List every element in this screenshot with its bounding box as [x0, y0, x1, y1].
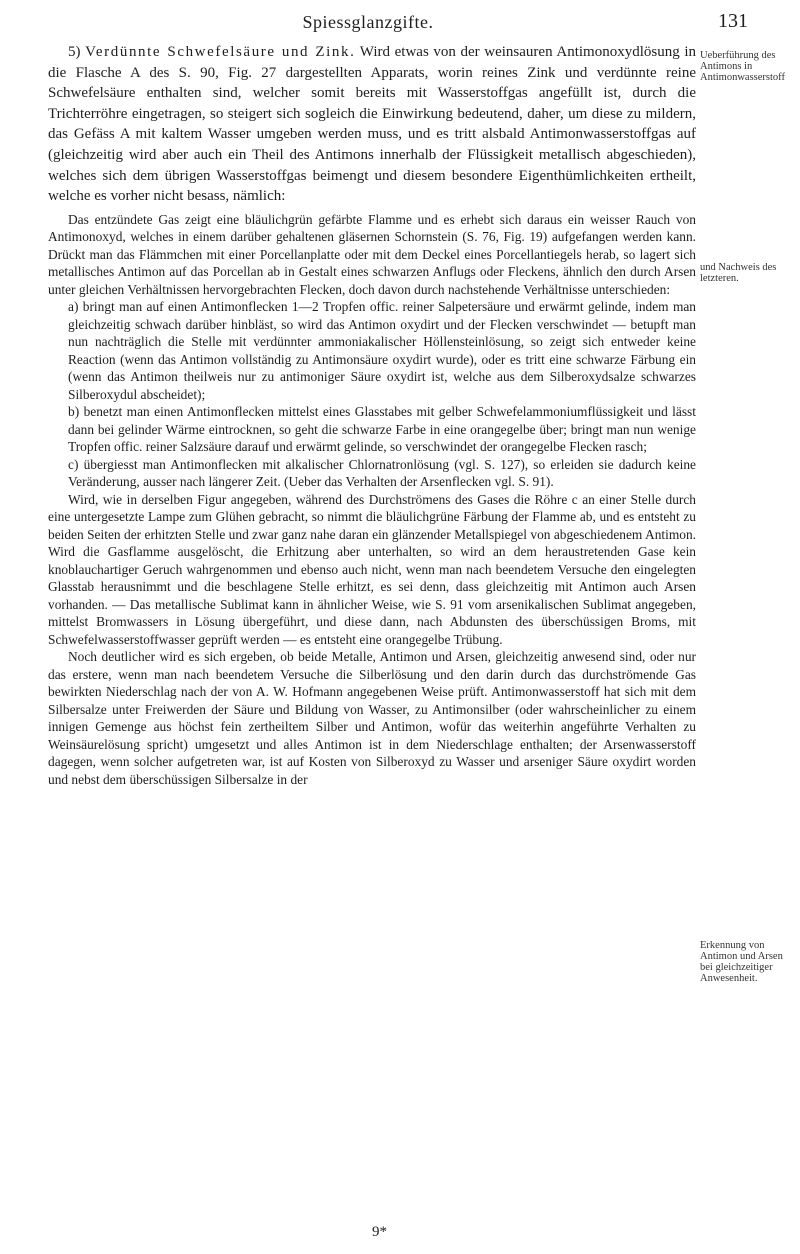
small-paragraph-silver: Noch deutlicher wird es sich ergeben, ob beide Metalle, Antimon und Arsen, gleichzeitig anwesend sind, oder nur das erstere, wenn man nach beendetem Versuche die Silberlösung und den darin durch das durchströmende Gas bewirkten Niederschlag nach der von A. W. Hofmann angegebenen Weise prüft. Antimonwasserstoff hat sich mit dem Silbersalze unter Freiwerden der Säure und Bildung von Wasser, zu Antimonsilber (oder wahrscheinlicher zu einem innigen Gemenge aus höchst fein zertheiltem Silber und Antimon, wofür das weiterhin angeführte Verhalten zu Weinsäurelösung spricht) umgesetzt und alles Antimon ist in dem Niederschlage enthalten; der Arsenwasserstoff dagegen, wenn solcher aufgetreten war, ist auf Kosten von Silberoxyd zu Wasser und arseniger Säure oxydirt worden und nebst dem überschüssigen Silbersalze in der	[48, 649, 696, 787]
list-item-c: c) übergiesst man Antimonflecken mit alkalischer Chlornatronlösung (vgl. S. 127), so erleiden sie dadurch keine Veränderung, ausser nach längerer Zeit. (Ueber das Verhalten der Arsenflecken vgl. S. 91).	[68, 456, 696, 490]
running-title: Spiessglanzgifte.	[302, 12, 434, 32]
margin-note-erkennung: Erkennung von Antimon und Arsen bei gleichzeitiger Anwesenheit.	[700, 940, 783, 984]
main-text	[48, 42, 696, 207]
small-print-section	[48, 211, 696, 789]
margin-note-ueberfuehrung: Ueberführung des Antimons in Antimonwasserstoff	[700, 50, 785, 83]
list-item-b: b) benetzt man einen Antimonflecken mittelst eines Glasstabes mit gelber Schwefelammoniumflüssigkeit und lässt dann bei gelinder Wärme eintrocknen, so geht die schwarze Farbe in eine orangegelbe über; bringt man nun wenige Tropfen offic. reiner Salzsäure darauf und erwärmt gelinde, so verschwindet der orangegelbe Flecken rasch;	[68, 404, 696, 455]
small-paragraph-flame: Das entzündete Gas zeigt eine bläulichgrün gefärbte Flamme und es erhebt sich daraus ein weisser Rauch von Antimonoxyd, welches in einem darüber gehaltenen gläsernen Schornstein (S. 76, Fig. 19) aufgefangen werden kann. Drückt man das Flämmchen mit einer Porcellanplatte oder mit dem Deckel eines Porcellantiegels herab, so lagert sich metallisches Antimon auf das Porcellan ab in Gestalt eines schwarzen Anflugs oder Fleckens, ähnlich den durch Arsen unter gleichen Verhältnissen hervorgebrachten Flecken, doch davon durch nachstehende Verhältnisse unterschieden:	[48, 211, 696, 297]
page-header	[48, 8, 748, 36]
paragraph-5	[48, 42, 696, 207]
page-number: 131	[718, 10, 748, 32]
list-item-a: a) bringt man auf einen Antimonflecken 1—2 Tropfen offic. reiner Salpetersäure und erwärmt gelinde, indem man gleichzeitig schwach darüber hinbläst, so wird das Antimon oxydirt und der Flecken verschwindet — betupft man nun nachträglich die Stelle mit verdünnter ammoniakalischer Höllensteinlösung, so zeigt sich entweder keine Reaction (wenn das Antimon vollständig zu Antimonsäure oxydirt wurde), oder es tritt eine schwarze Färbung ein (wenn das Antimon theilweis nur zu antimoniger Säure oxydirt ist, welche aus dem Silberoxydsalze schwarzes Silberoxydul abscheidet);	[68, 299, 696, 402]
paragraph-heading: Verdünnte Schwefelsäure und Zink.	[85, 44, 356, 60]
small-paragraph-tube: Wird, wie in derselben Figur angegeben, während des Durchströmens des Gases die Röhre c an einer Stelle durch eine untergesetzte Lampe zum Glühen gebracht, so nimmt die bläulichgrüne Färbung der Flamme ab, und es entsteht zu beiden Seiten der erhitzten Stelle und zwar ganz nahe daran ein glänzender Metallspiegel von abgeschiedenem Antimon. Wird die Gasflamme ausgelöscht, die Erhitzung aber unterhalten, so wird an dem heraustretenden Gase kein knoblauchartiger Geruch wahrgenommen und ebenso auch nicht, wenn man nach beendetem Versuche den eingelegten Glasstab herausnimmt und die beschlagene Stelle erhitzt, es sei denn, dass gleichzeitig mit Antimon auch Arsen vorhanden. — Das metallische Sublimat kann in ähnlicher Weise, wie S. 91 vom arsenikalischen Sublimat angegeben, mittelst Bromwassers in Lösung übergeführt, und diese dann, nach Abdunsten des überschüssigen Broms, mit Schwefelwasserstoffwasser geprüft werden — es entsteht eine orangegelbe Trübung.	[48, 491, 696, 647]
paragraph-body: Wird etwas von der weinsauren Antimonoxydlösung in die Flasche A des S. 90, Fig. 27 dargestellten Apparats, worin reines Zink und verdünnte reine Schwefelsäure enthalten sind, welcher somit bereits mit Wasserstoffgas angefüllt ist, durch die Trichterröhre eingetragen, so steigert sich sogleich die Einwirkung bedeutend, daher, um diese zu mildern, das Gefäss A mit kaltem Wasser umgeben werden muss, und es tritt alsbald Antimonwasserstoffgas auf (gleichzeitig wird aber auch ein Theil des Antimons innerhalb der Flüssigkeit metallisch abgeschieden), welches sich dem übrigen Wasserstoffgas beimengt und diesem besondere Eigenthümlichkeiten ertheilt, welche es vorher nicht besass, nämlich:	[48, 44, 696, 205]
signature-mark: 9*	[372, 1224, 387, 1240]
body-text	[48, 42, 696, 788]
margin-note-nachweis: und Nachweis des letzteren.	[700, 262, 777, 284]
paragraph-number: 5)	[68, 44, 81, 60]
